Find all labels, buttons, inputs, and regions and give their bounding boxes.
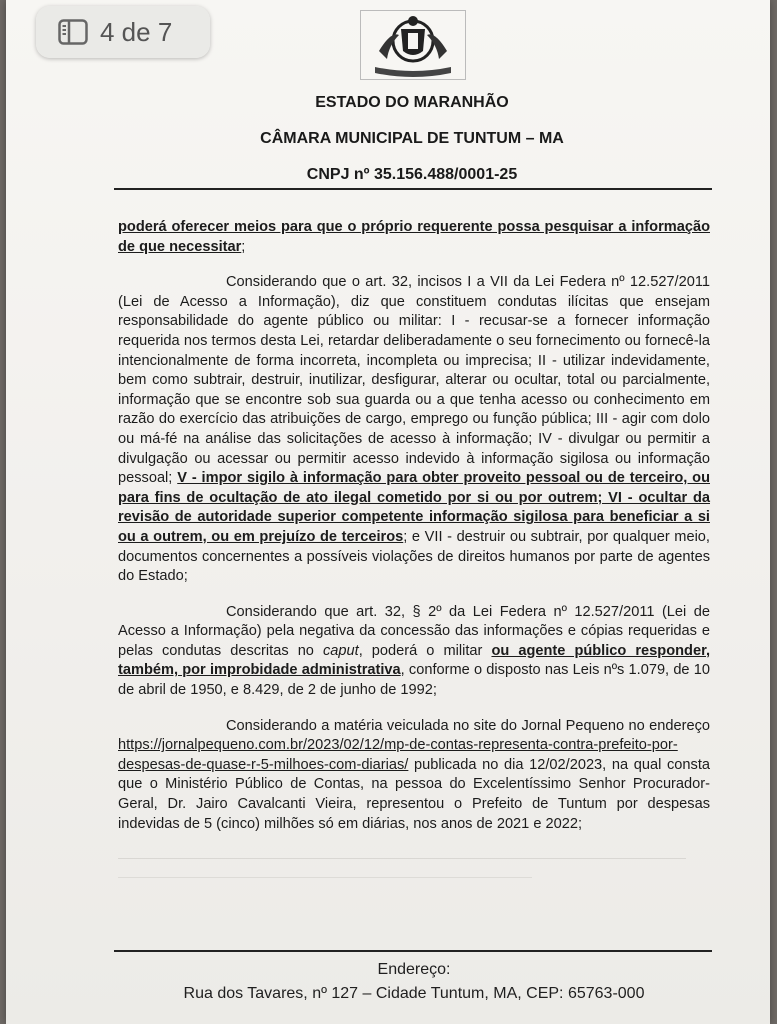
paragraph-4: [118, 717, 710, 835]
underlined-bold-text: poderá oferecer meios para que o próprio requerente possa pesquisar a informação de que necessitar: [118, 219, 710, 255]
coat-of-arms-logo: [360, 10, 466, 80]
text-span: Considerando que art. 32, § 2º da Lei Federa nº 12.527/2011 (Lei de Acesso a Informação) pela negativa da concessão das informações e cópias requeridas e pelas condutas descritas no: [118, 603, 710, 659]
italic-text: caput: [322, 642, 359, 659]
document-page: [6, 0, 770, 1024]
text-span: Considerando que o art. 32, incisos I a VII da Lei Federa nº 12.527/2011 (Lei de Acesso a Informação), diz que constituem condutas ilícitas que ensejam responsabilidade do agente público ou militar: I - recusar-se a fornecer informação requerida nos termos desta Lei, retardar deliberadamente o seu fornecimento ou fornecê-la intencionalmente de forma incorreta, incompleta ou imprecisa; II - utilizar indevidamente, bem como subtrair, destruir, inutilizar, desfigurar, alterar ou ocultar, total ou parcialmente, informação que se encontre sob sua guarda ou a que tenha acesso ou conhecimento em razão do exercício das atribuições de cargo, emprego ou função pública; III - agir com dolo ou má-fé na análise das solicitações de acesso à informação; IV - divulgar ou permitir a divulgação ou acessar ou permitir acesso indevido à informação sigilosa ou informação pessoal;: [118, 274, 710, 487]
article-link[interactable]: https://jornalpequeno.com.br/2023/02/12/mp-de-contas-representa-contra-prefeito-por-despesas-de-quase-r-5-milhoes-com-diarias/: [118, 737, 678, 773]
text-span: ; e VII - destruir ou subtrair, por qualquer meio, documentos concernentes a possíveis violações de direitos humanos por parte de agentes do Estado;: [118, 528, 710, 585]
paragraph-3: [118, 603, 710, 701]
footer-label: Endereço:: [377, 961, 451, 978]
page-indicator[interactable]: [36, 6, 210, 58]
paragraph-2: [118, 273, 710, 587]
underlined-bold-text: ou agente público responder, também, por improbidade administrativa: [118, 642, 710, 679]
document-body: [118, 218, 710, 878]
header-divider: [114, 188, 712, 190]
page-counter: 4 de 7: [100, 16, 173, 47]
text-span: , poderá o militar: [358, 642, 492, 659]
footer-address: Rua dos Tavares, nº 127 – Cidade Tuntum, MA, CEP: 65763-000: [183, 985, 645, 1002]
text-span: , conforme o disposto nas Leis nºs 1.079, de 10 de abril de 1950, e 8.429, de 2 de junho de 1992;: [118, 662, 710, 699]
text-span: Considerando a matéria veiculada no site do Jornal Pequeno no endereço: [226, 717, 710, 734]
faded-show-through-text: [118, 848, 710, 878]
header-chamber: CÂMARA MUNICIPAL DE TUNTUM – MA: [260, 130, 564, 147]
footer-divider: [114, 950, 712, 952]
text-span: publicada no dia 12/02/2023, na qual consta que o Ministério Público de Contas, na pessoa do Excelentíssimo Senhor Procurador-Geral, Dr. Jairo Cavalcanti Vieira, representou o Prefeito de Tuntum por despesas indevidas de 5 (cinco) milhões só em diárias, nos anos de 2021 e 2022;: [118, 756, 710, 832]
sidebar-icon[interactable]: [58, 19, 88, 45]
underlined-bold-text: V - impor sigilo à informação para obter proveito pessoal ou de terceiro, ou para fins de ocultação de ato ilegal cometido por si ou por outrem; VI - ocultar da revisão de autoridade superior competente informação sigilosa para beneficiar a si ou a outrem, ou em prejuízo de terceiros: [118, 470, 710, 545]
header-cnpj: CNPJ nº 35.156.488/0001-25: [306, 166, 518, 183]
text-span: ;: [241, 238, 246, 255]
paragraph-1: [118, 218, 710, 257]
header-state: ESTADO DO MARANHÃO: [315, 94, 509, 111]
